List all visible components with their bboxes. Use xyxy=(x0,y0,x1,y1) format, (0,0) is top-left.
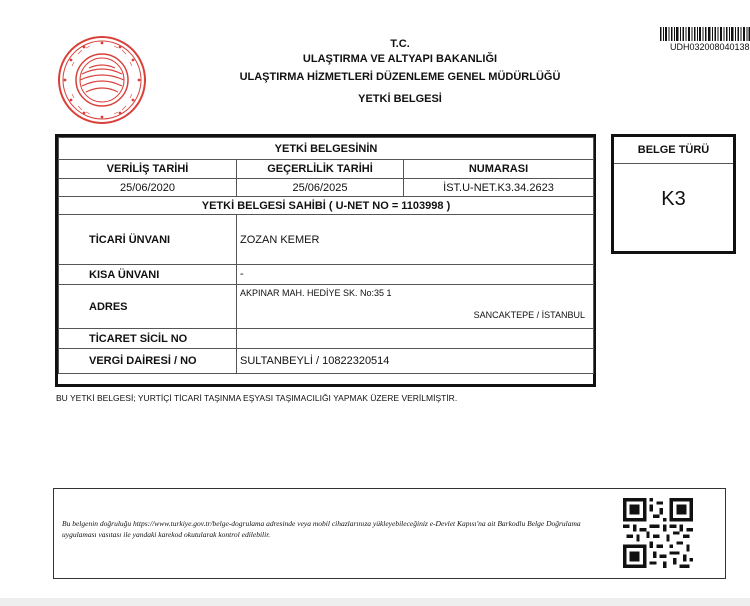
address-line1: AKPINAR MAH. HEDİYE SK. No:35 1 xyxy=(240,288,392,298)
authorization-note: BU YETKİ BELGESİ; YURTİÇİ TİCARİ TAŞINMA EŞYASI TAŞIMACILIĞI YAPMAK ÜZERE VERİLMİŞTİR. xyxy=(56,393,458,403)
header-directorate: ULAŞTIRMA HİZMETLERİ DÜZENLEME GENEL MÜDÜRLÜĞÜ xyxy=(239,71,561,83)
address-value xyxy=(237,285,594,329)
trade-name-value: ZOZAN KEMER xyxy=(237,215,594,265)
trade-name-label: TİCARİ ÜNVANI xyxy=(59,215,237,265)
certificate-box xyxy=(55,134,596,387)
document-type-box xyxy=(611,134,736,254)
document-type-label: BELGE TÜRÜ xyxy=(614,137,733,164)
trade-registry-label: TİCARET SİCİL NO xyxy=(59,329,237,349)
certificate-number-value: İST.U-NET.K3.34.2623 xyxy=(404,179,594,197)
validity-date-value: 25/06/2025 xyxy=(237,179,404,197)
tax-office-value: SULTANBEYLİ / 10822320514 xyxy=(237,349,594,374)
header-tc: T.C. xyxy=(390,38,410,50)
ministry-seal-icon xyxy=(56,34,148,126)
verification-text: Bu belgenin doğruluğu https://www.turkiye.gov.tr/belge-dogrulama adresinde veya mobil cihazlarınıza yükleyebileceğiniz e-Devlet Kapısı'na ait Barkodlu Belge Doğrulama uygulaması vasıtası ile yandaki karekod okutularak kontrol edilebilir. xyxy=(62,519,581,539)
number-header: NUMARASI xyxy=(404,160,594,179)
validity-date-header: GEÇERLİLİK TARİHİ xyxy=(237,160,404,179)
trade-registry-value xyxy=(237,329,594,349)
qr-code-icon[interactable] xyxy=(623,498,693,568)
document-title: YETKİ BELGESİ xyxy=(358,93,442,105)
document-type-value: K3 xyxy=(661,188,686,210)
short-name-value: - xyxy=(237,265,594,285)
barcode-icon xyxy=(660,27,750,41)
certificate-table xyxy=(58,137,594,374)
barcode-number: UDH032008040138 xyxy=(670,42,750,52)
certificate-section-title: YETKİ BELGESİNİN xyxy=(59,138,594,160)
header-ministry: ULAŞTIRMA VE ALTYAPI BAKANLIĞI xyxy=(302,53,498,65)
short-name-label: KISA ÜNVANI xyxy=(59,265,237,285)
tax-office-label: VERGİ DAİRESİ / NO xyxy=(59,349,237,374)
issue-date-header: VERİLİŞ TARİHİ xyxy=(59,160,237,179)
address-label: ADRES xyxy=(59,285,237,329)
address-line2: SANCAKTEPE / İSTANBUL xyxy=(473,310,585,320)
issue-date-value: 25/06/2020 xyxy=(59,179,237,197)
holder-title: YETKİ BELGESİ SAHİBİ ( U-NET NO = 1103998 ) xyxy=(59,197,594,215)
verification-box xyxy=(53,488,726,579)
